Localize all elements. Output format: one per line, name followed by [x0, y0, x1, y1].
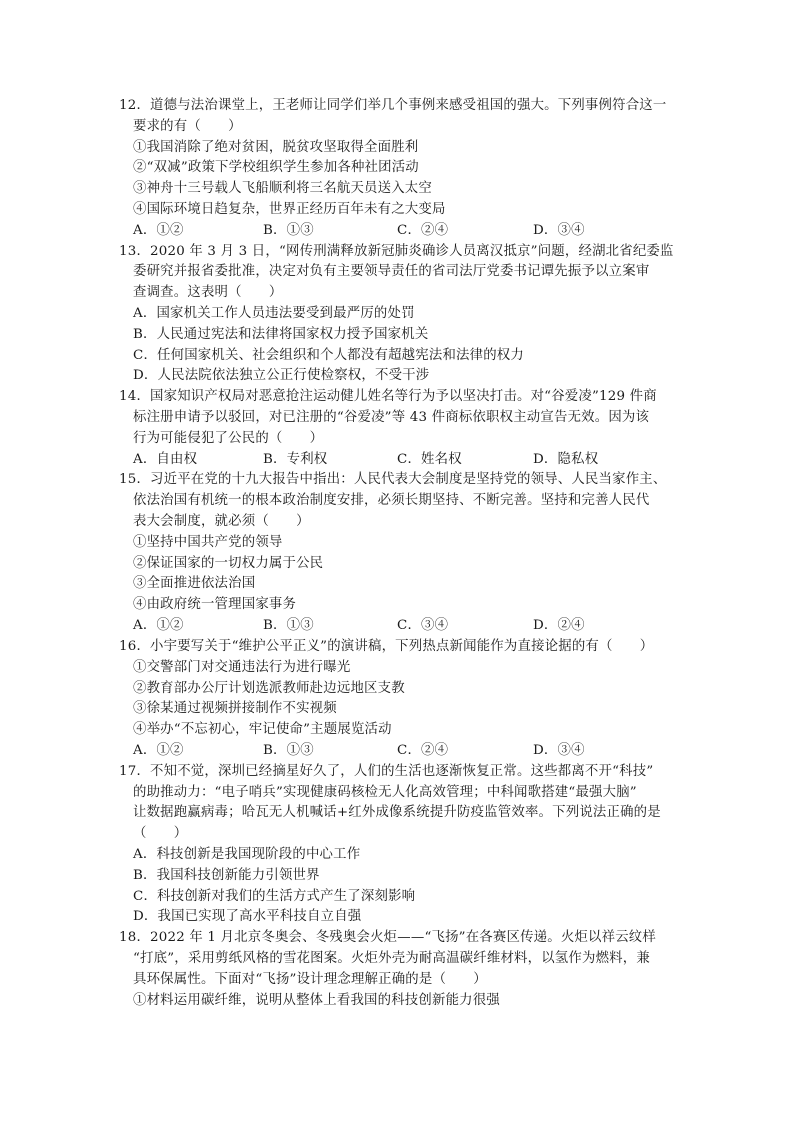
choice-c: C．姓名权	[397, 451, 462, 467]
option-item: D．我国已实现了高水平科技自立自强	[133, 909, 362, 925]
question-stem-line: 表大会制度，就必须（ ）	[133, 513, 310, 529]
question-stem-line: 16．小宇要写关于“维护公平正义”的演讲稿，下列热点新闻能作为直接论据的有（ ）	[119, 639, 654, 654]
choice-a: A．①②	[133, 222, 184, 238]
option-item: ②教育部办公厅计划选派教师赴边远地区支教	[133, 680, 405, 696]
option-item: A．科技创新是我国现阶段的中心工作	[133, 846, 361, 862]
choice-row	[119, 741, 679, 762]
option-item: C．科技创新对我们的生活方式产生了深刻影响	[133, 888, 416, 904]
option-item: ③神舟十三号载人飞船顺利将三名航天员送入太空	[133, 181, 432, 197]
question-stem-line: 13．2020 年 3 月 3 日，“网传刑满释放新冠肺炎确诊人员离汉抵京”问题，经湖北省纪委监	[119, 243, 674, 259]
question-stem-line: 17．不知不觉，深圳已经摘星好久了，人们的生活也逐渐恢复正常。这些都离不开“科技”	[119, 763, 654, 779]
option-item: ③全面推进依法治国	[133, 576, 256, 592]
option-item: ③徐某通过视频拼接制作不实视频	[133, 701, 337, 717]
choice-b: B．①③	[263, 222, 314, 238]
choice-b: B．①③	[263, 742, 314, 758]
choice-c: C．②④	[397, 742, 449, 758]
option-item: ①交警部门对交通违法行为进行曝光	[133, 659, 351, 675]
choice-d: D．隐私权	[533, 451, 599, 467]
question-13	[119, 242, 679, 388]
choice-d: D．②④	[533, 617, 585, 633]
question-17	[119, 762, 679, 928]
question-stem-line: “打底”，采用剪纸风格的雪花图案。火炬外壳为耐高温碳纤维材料，以氢作为燃料，兼	[133, 950, 650, 966]
question-14	[119, 387, 679, 470]
choice-a: A．自由权	[133, 451, 198, 467]
option-item: ①材料运用碳纤维，说明从整体上看我国的科技创新能力很强	[133, 992, 500, 1008]
choice-row	[119, 616, 679, 637]
choice-d: D．③④	[533, 222, 585, 238]
question-stem-line: 让数据跑赢病毒；哈瓦无人机喊话+红外成像系统提升防疫监管效率。下列说法正确的是	[133, 805, 661, 821]
question-stem-line: 的助推动力：“电子哨兵”实现健康码核检无人化高效管理；中科闻歌搭建“最强大脑”	[133, 784, 637, 800]
question-stem-line: 依法治国有机统一的根本政治制度安排，必须长期坚持、不断完善。坚持和完善人民代	[133, 493, 650, 509]
question-stem-line: 具环保属性。下面对“飞扬”设计理念理解正确的是（ ）	[133, 971, 487, 987]
question-stem-line: 要求的有（ ）	[133, 118, 242, 134]
question-stem-line: 18．2022 年 1 月北京冬奥会、冬残奥会火炬——“飞扬”在各赛区传递。火炬以祥云纹样	[119, 930, 656, 946]
option-item: ②“双减”政策下学校组织学生参加各种社团活动	[133, 160, 419, 176]
question-stem-line: 委研究并报省委批准，决定对负有主要领导责任的省司法厅党委书记谭先振予以立案审	[133, 264, 650, 280]
option-item: B．我国科技创新能力引领世界	[133, 867, 320, 883]
choice-d: D．③④	[533, 742, 585, 758]
option-item: D．人民法院依法独立公正行使检察权，不受干涉	[133, 368, 430, 384]
question-stem-line: 15．习近平在党的十九大报告中指出：人民代表大会制度是坚持党的领导、人民当家作主、	[119, 472, 667, 488]
choice-row	[119, 221, 679, 242]
option-item: ②保证国家的一切权力属于公民	[133, 555, 324, 571]
question-12	[119, 96, 679, 242]
choice-b: B．专利权	[263, 451, 328, 467]
choice-b: B．①③	[263, 617, 314, 633]
choice-c: C．③④	[397, 617, 449, 633]
option-item: B．人民通过宪法和法律将国家权力授予国家机关	[133, 326, 429, 342]
question-stem-line: 12．道德与法治课堂上，王老师让同学们举几个事例来感受祖国的强大。下列事例符合这一	[119, 98, 667, 113]
choice-a: A．①②	[133, 742, 184, 758]
question-15	[119, 470, 679, 636]
option-item: C．任何国家机关、社会组织和个人都没有超越宪法和法律的权力	[133, 347, 524, 363]
question-18	[119, 928, 679, 1011]
question-16	[119, 637, 679, 762]
option-item: ④举办“不忘初心，牢记使命”主题展览活动	[133, 722, 392, 738]
question-stem-line: 查调查。这表明（ ）	[133, 285, 283, 301]
question-stem-line: 行为可能侵犯了公民的（ ）	[133, 430, 324, 446]
option-item: ①坚持中国共产党的领导	[133, 534, 283, 550]
question-stem-line: 标注册申请予以驳回，对已注册的“谷爱凌”等 43 件商标依职权主动宣告无效。因为该	[133, 409, 650, 425]
choice-row	[119, 450, 679, 471]
choice-c: C．②④	[397, 222, 449, 238]
option-item: A．国家机关工作人员违法要受到最严厉的处罚	[133, 305, 415, 321]
choice-a: A．①②	[133, 617, 184, 633]
question-stem-line: （ ）	[133, 826, 188, 842]
option-item: ④由政府统一管理国家事务	[133, 597, 297, 613]
option-item: ①我国消除了绝对贫困，脱贫攻坚取得全面胜利	[133, 139, 419, 155]
option-item: ④国际环境日趋复杂，世界正经历百年未有之大变局	[133, 201, 446, 217]
question-stem-line: 14．国家知识产权局对恶意抢注运动健儿姓名等行为予以坚决打击。对“谷爱凌”129 件商	[119, 389, 657, 405]
